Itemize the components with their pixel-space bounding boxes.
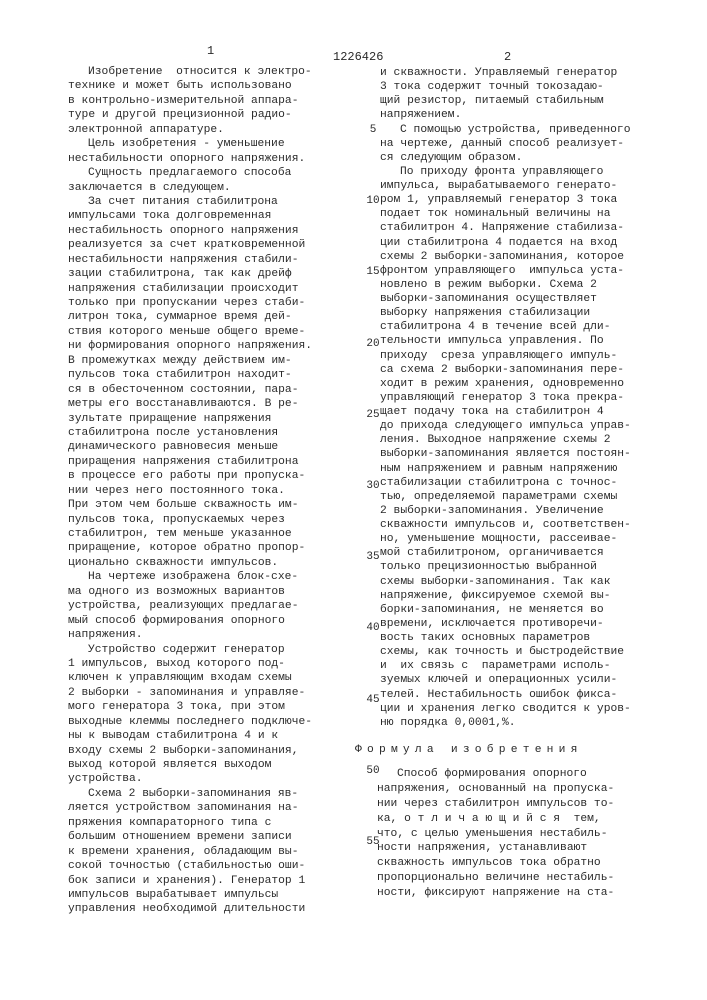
text-line: туре и другой прецизионной радио- <box>68 108 312 122</box>
text-line: выборки-запоминания является постоян- <box>380 447 631 461</box>
text-line: только прецизионностью выбранной <box>380 560 631 574</box>
paragraph <box>380 66 631 123</box>
text-line: ции и хранения легко сводится к уров- <box>380 702 631 716</box>
text-line: скважность импульсов тока обратно <box>377 856 614 871</box>
right-text-column <box>380 66 631 730</box>
text-line: приходу среза управляющего импуль- <box>380 349 631 363</box>
text-line: только при пропускании через стаби- <box>68 296 312 310</box>
text-line: приращения напряжения стабилитрона <box>68 455 312 469</box>
text-line: ма одного из возможных вариантов <box>68 585 312 599</box>
text-line: напряжения, основанный на пропуска- <box>377 782 614 797</box>
text-line: мой стабилитроном, органичивается <box>380 546 631 560</box>
text-line: метры его восстанавливаются. В ре- <box>68 397 312 411</box>
text-line: импульсов вырабатывает импульсы <box>68 888 312 902</box>
text-line: реализуется за счет кратковременной <box>68 238 312 252</box>
text-line: ся в обесточенном состоянии, пара- <box>68 383 312 397</box>
paragraph <box>377 767 614 901</box>
margin-line-number: 35 <box>362 551 384 563</box>
text-line: 1 импульсов, выход которого под- <box>68 657 312 671</box>
text-line: ционально скважности импульсов. <box>68 556 312 570</box>
text-line: большим отношением времени записи <box>68 830 312 844</box>
text-line: управляющий генератор 3 тока прекра- <box>380 391 631 405</box>
margin-line-number: 20 <box>362 338 384 350</box>
text-line: нестабильности напряжения стабили- <box>68 253 312 267</box>
margin-line-number: 10 <box>362 195 384 207</box>
paragraph <box>68 570 312 642</box>
text-line: По приходу фронта управляющего <box>380 165 631 179</box>
text-line: выходные клеммы последнего подключе- <box>68 715 312 729</box>
text-line: При этом чем больше скважность им- <box>68 498 312 512</box>
text-line: пульсов тока, пропускаемых через <box>68 513 312 527</box>
text-line: ности напряжения, устанавливают <box>377 841 614 856</box>
text-line: импульса, вырабатываемого генерато- <box>380 179 631 193</box>
text-line: зации стабилитрона, так как дрейф <box>68 267 312 281</box>
margin-line-number: 25 <box>362 409 384 421</box>
text-line: напряжения стабилизации происходит <box>68 282 312 296</box>
text-line: приращение, которое обратно пропор- <box>68 541 312 555</box>
text-line: пропорционально величине нестабиль- <box>377 871 614 886</box>
text-line: ни формирования опорного напряжения. <box>68 339 312 353</box>
text-line: сокой точностью (стабильностью оши- <box>68 859 312 873</box>
text-line: 3 тока содержит точный токозадаю- <box>380 80 631 94</box>
paragraph <box>68 137 312 166</box>
text-line: выход которой является выходом <box>68 758 312 772</box>
patent-number: 1226426 <box>333 50 383 64</box>
text-line: са схема 2 выборки-запоминания пере- <box>380 363 631 377</box>
text-line: Сущность предлагаемого способа <box>68 166 312 180</box>
text-line: мый способ формирования опорного <box>68 614 312 628</box>
text-line: устройства, реализующих предлагае- <box>68 599 312 613</box>
text-line: управления необходимой длительности <box>68 902 312 916</box>
paragraph <box>68 643 312 787</box>
left-page-number: 1 <box>207 44 214 58</box>
text-line: напряжения. <box>68 628 312 642</box>
text-line: пульсов тока стабилитрон находит- <box>68 368 312 382</box>
margin-line-number: 30 <box>362 480 384 492</box>
margin-line-number: 50 <box>362 765 384 777</box>
text-line: Схема 2 выборки-запоминания яв- <box>68 787 312 801</box>
text-line: стабилитрона после установления <box>68 426 312 440</box>
paragraph <box>68 195 312 570</box>
text-line: борки-запоминания, не меняется во <box>380 603 631 617</box>
text-line: ключен к управляющим входам схемы <box>68 671 312 685</box>
text-line: на чертеже, данный способ реализует- <box>380 137 631 151</box>
paragraph <box>68 166 312 195</box>
text-line: в контрольно-измерительной аппара- <box>68 94 312 108</box>
text-line: На чертеже изображена блок-схе- <box>68 570 312 584</box>
text-line: и их связь с параметрами исполь- <box>380 659 631 673</box>
text-line: литрон тока, суммарное время дей- <box>68 310 312 324</box>
margin-line-number: 40 <box>362 622 384 634</box>
text-line: но, уменьшение мощности, рассеивае- <box>380 532 631 546</box>
text-line: ности, фиксируют напряжение на ста- <box>377 886 614 901</box>
text-line: стабилизации стабилитрона с точнос- <box>380 476 631 490</box>
text-line: выборку напряжения стабилизации <box>380 306 631 320</box>
text-line: схемы выборки-запоминания. Так как <box>380 575 631 589</box>
text-line: 2 выборки-запоминания. Увеличение <box>380 504 631 518</box>
text-line: времени, исключается противоречи- <box>380 617 631 631</box>
margin-line-number: 15 <box>362 266 384 278</box>
margin-line-number: 5 <box>362 124 384 136</box>
text-line: ции стабилитрона 4 подается на вход <box>380 236 631 250</box>
paragraph <box>380 165 631 730</box>
text-line: в процессе его работы при пропуска- <box>68 469 312 483</box>
text-line: нестабильности опорного напряжения. <box>68 152 312 166</box>
text-line: входу схемы 2 выборки-запоминания, <box>68 744 312 758</box>
right-page-number: 2 <box>504 50 511 64</box>
text-line: напряжением. <box>380 108 631 122</box>
text-line: схемы, как точность и быстродействие <box>380 645 631 659</box>
text-line: ным напряжением и равным напряжению <box>380 462 631 476</box>
text-line: ром 1, управляемый генератор 3 тока <box>380 193 631 207</box>
text-line: телей. Нестабильность ошибок фикса- <box>380 688 631 702</box>
margin-line-number: 45 <box>362 694 384 706</box>
text-line: вость таких основных параметров <box>380 631 631 645</box>
paragraph <box>68 65 312 137</box>
text-line: зуемых ключей и операционных усили- <box>380 673 631 687</box>
claims-text <box>377 767 614 901</box>
text-line: ствия которого меньше общего време- <box>68 325 312 339</box>
text-line: скважности импульсов и, соответствен- <box>380 518 631 532</box>
text-line: ся следующим образом. <box>380 151 631 165</box>
text-line: новлено в режим выборки. Схема 2 <box>380 278 631 292</box>
paragraph <box>68 787 312 917</box>
text-line: С помощью устройства, приведенного <box>380 123 631 137</box>
text-line: напряжение, фиксируемое схемой вы- <box>380 589 631 603</box>
text-line: заключается в следующем. <box>68 181 312 195</box>
text-line: стабилитрон, тем меньше указанное <box>68 527 312 541</box>
text-line: зультате приращение напряжения <box>68 412 312 426</box>
text-line: фронтом управляющего импульса уста- <box>380 264 631 278</box>
claims-heading: Формула изобретения <box>355 744 583 756</box>
paragraph <box>380 123 631 165</box>
text-line: устройства. <box>68 772 312 786</box>
text-line: технике и может быть использовано <box>68 79 312 93</box>
text-line: щает подачу тока на стабилитрон 4 <box>380 405 631 419</box>
margin-line-number: 55 <box>362 836 384 848</box>
text-line: к времени хранения, обладающим вы- <box>68 845 312 859</box>
text-line: В промежутках между действием им- <box>68 354 312 368</box>
text-line: нестабильность опорного напряжения <box>68 224 312 238</box>
text-line: что, с целью уменьшения нестабиль- <box>377 827 614 842</box>
text-line: ления. Выходное напряжение схемы 2 <box>380 433 631 447</box>
text-line: стабилитрона 4 в течение всей дли- <box>380 320 631 334</box>
text-line: нии через стабилитрон импульсов то- <box>377 797 614 812</box>
text-line: стабилитрон 4. Напряжение стабилиза- <box>380 221 631 235</box>
text-line: ны к выводам стабилитрона 4 и к <box>68 729 312 743</box>
text-line: схемы 2 выборки-запоминания, которое <box>380 250 631 264</box>
text-line: подает ток номинальный величины на <box>380 207 631 221</box>
text-line: ню порядка 0,0001,%. <box>380 716 631 730</box>
text-line: импульсами тока долговременная <box>68 209 312 223</box>
text-line: За счет питания стабилитрона <box>68 195 312 209</box>
text-line: ходит в режим хранения, одновременно <box>380 377 631 391</box>
text-line: динамического равновесия меньше <box>68 440 312 454</box>
text-line: Изобретение относится к электро- <box>68 65 312 79</box>
text-line: 2 выборки - запоминания и управляе- <box>68 686 312 700</box>
text-line: нии через него постоянного тока. <box>68 484 312 498</box>
text-line: пряжения компараторного типа с <box>68 816 312 830</box>
text-line: тью, определяемой параметрами схемы <box>380 490 631 504</box>
text-line: выборки-запоминания осуществляет <box>380 292 631 306</box>
left-text-column <box>68 65 312 917</box>
text-line: Устройство содержит генератор <box>68 643 312 657</box>
text-line: мого генератора 3 тока, при этом <box>68 700 312 714</box>
text-line: щий резистор, питаемый стабильным <box>380 94 631 108</box>
text-line: ляется устройством запоминания на- <box>68 801 312 815</box>
text-line: тельности импульса управления. По <box>380 334 631 348</box>
text-line: ка, о т л и ч а ю щ и й с я тем, <box>377 812 614 827</box>
text-line: Цель изобретения - уменьшение <box>68 137 312 151</box>
text-line: электронной аппаратуре. <box>68 123 312 137</box>
text-line: Способ формирования опорного <box>377 767 614 782</box>
text-line: бок записи и хранения). Генератор 1 <box>68 874 312 888</box>
text-line: до прихода следующего импульса управ- <box>380 419 631 433</box>
text-line: и скважности. Управляемый генератор <box>380 66 631 80</box>
